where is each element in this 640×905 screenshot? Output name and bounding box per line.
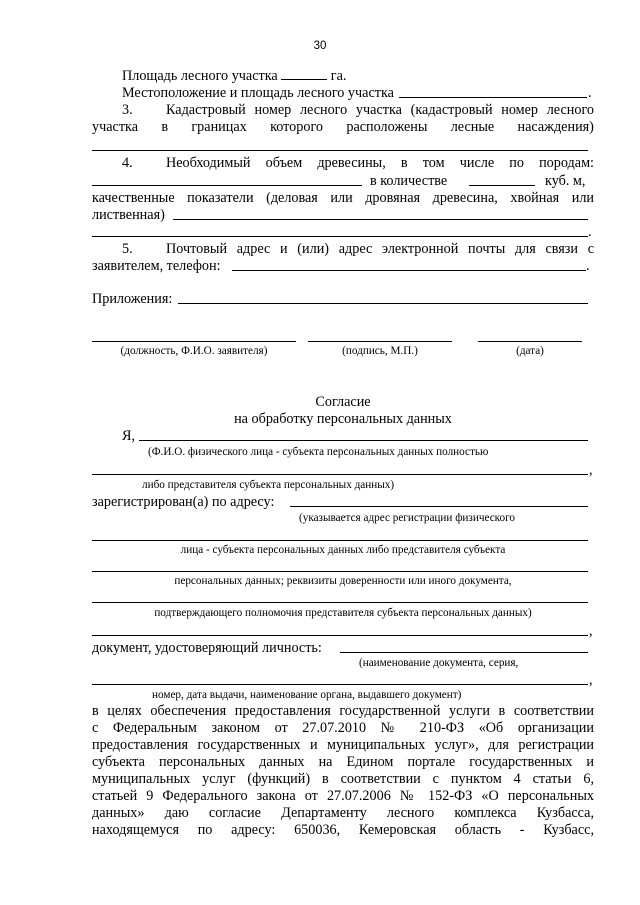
- comma-1: ,: [589, 462, 593, 478]
- consent-body-line: с Федеральным законом от 27.07.2010 № 210-ФЗ «Об организации: [92, 720, 594, 736]
- address-field-2[interactable]: [92, 540, 588, 541]
- hint-representative: либо представителя субъекта персональных данных): [142, 479, 395, 491]
- item3-number: 3.: [122, 102, 133, 118]
- item3-word: в: [161, 119, 169, 135]
- comma-2: ,: [589, 623, 593, 639]
- sig-position-caption: (должность, Ф.И.О. заявителя): [120, 345, 268, 357]
- comma-3: ,: [589, 672, 593, 688]
- quality-field-2[interactable]: [92, 236, 588, 237]
- item3-word: лесные: [450, 119, 495, 135]
- sig-signature-caption: (подпись, М.П.): [342, 345, 418, 357]
- area-line: [122, 68, 346, 85]
- cadastral-number-field[interactable]: [92, 150, 588, 151]
- item3-word: которого: [270, 119, 324, 135]
- species-field[interactable]: [92, 185, 362, 186]
- item4-number: 4.: [122, 155, 133, 171]
- full-name-field[interactable]: [139, 440, 588, 441]
- location-field[interactable]: [399, 97, 587, 98]
- id-doc-field[interactable]: [340, 652, 588, 653]
- signature-line[interactable]: [308, 341, 452, 342]
- consent-body-line: статьей 9 Федерального закона от 27.07.2006 № 152-ФЗ «О персональных: [92, 788, 594, 804]
- location-period: .: [588, 85, 592, 101]
- hint-address: (указывается адрес регистрации физического: [299, 512, 516, 524]
- consent-body-line: предоставления государственных и муниципальных услуг», для регистрации: [92, 737, 594, 753]
- date-line[interactable]: [478, 341, 582, 342]
- position-signature-line[interactable]: [92, 341, 296, 342]
- hint-authority: подтверждающего полномочия представителя субъекта персональных данных): [154, 607, 532, 619]
- item4-period: .: [588, 224, 592, 240]
- registered-label: зарегистрирован(а) по адресу:: [92, 494, 275, 510]
- area-unit: га.: [330, 68, 347, 84]
- item3-line2: [92, 119, 594, 136]
- item4-line3: качественные показатели (деловая или дровяная древесина, хвойная или: [92, 190, 594, 206]
- item5-period: .: [586, 258, 590, 274]
- quantity-field[interactable]: [469, 185, 535, 186]
- consent-body-line: муниципальных услуг (функций) в соответствии с пунктом 4 статьи 6,: [92, 771, 594, 787]
- item4-line1: Необходимый объем древесины, в том числе по породам:: [166, 155, 594, 171]
- item3-word: насаждения): [517, 119, 594, 135]
- hint-power-of-attorney: персональных данных; реквизиты доверенности или иного документа,: [174, 575, 512, 587]
- consent-body-line: в целях обеспечения предоставления государственной услуги в соответствии: [92, 703, 594, 719]
- area-field[interactable]: [281, 68, 327, 80]
- address-field-5[interactable]: [92, 635, 588, 636]
- consent-subtitle: на обработку персональных данных: [234, 411, 452, 427]
- item5-line2: заявителем, телефон:: [92, 258, 221, 274]
- item4-line4: лиственная): [92, 207, 165, 223]
- item3-word: участка: [92, 119, 138, 135]
- item5-line1: Почтовый адрес и (или) адрес электронной почты для связи с: [166, 241, 594, 257]
- area-label: Площадь лесного участка: [122, 68, 278, 84]
- id-doc-label: документ, удостоверяющий личность:: [92, 640, 322, 656]
- hint-doc-details: номер, дата выдачи, наименование органа, выдавшего документ): [152, 689, 462, 701]
- hint-full-name: (Ф.И.О. физического лица - субъекта персональных данных полностью: [148, 446, 489, 458]
- sig-date-caption: (дата): [516, 345, 544, 357]
- full-name-field-2[interactable]: [92, 474, 588, 475]
- consent-title: Согласие: [315, 394, 371, 410]
- hint-doc-name: (наименование документа, серия,: [359, 657, 519, 669]
- id-doc-field-2[interactable]: [92, 684, 588, 685]
- location-label: Местоположение и площадь лесного участка: [122, 85, 394, 101]
- address-field-4[interactable]: [92, 602, 588, 603]
- registered-address-field[interactable]: [290, 506, 588, 507]
- item4-qty-label: в количестве: [370, 173, 448, 189]
- item4-unit: куб. м,: [545, 173, 586, 189]
- consent-body-line: субъекта персональных данных на Едином портале государственных и: [92, 754, 594, 770]
- attachments-field[interactable]: [178, 303, 588, 304]
- item5-number: 5.: [122, 241, 133, 257]
- item3-line1: Кадастровый номер лесного участка (кадастровый номер лесного: [166, 102, 594, 118]
- attachments-label: Приложения:: [92, 291, 173, 307]
- quality-field[interactable]: [173, 219, 588, 220]
- address-field-3[interactable]: [92, 571, 588, 572]
- page-number: 30: [313, 40, 327, 52]
- consent-body-line: данных» даю согласие Департаменту лесного комплекса Кузбасса,: [92, 805, 594, 821]
- consent-body-line: находящемуся по адресу: 650036, Кемеровская область - Кузбасс,: [92, 822, 594, 838]
- contact-field[interactable]: [232, 270, 586, 271]
- consent-i-label: Я,: [122, 428, 136, 444]
- hint-subject: лица - субъекта персональных данных либо представителя субъекта: [180, 544, 506, 556]
- item3-word: границах: [191, 119, 247, 135]
- item3-word: расположены: [346, 119, 428, 135]
